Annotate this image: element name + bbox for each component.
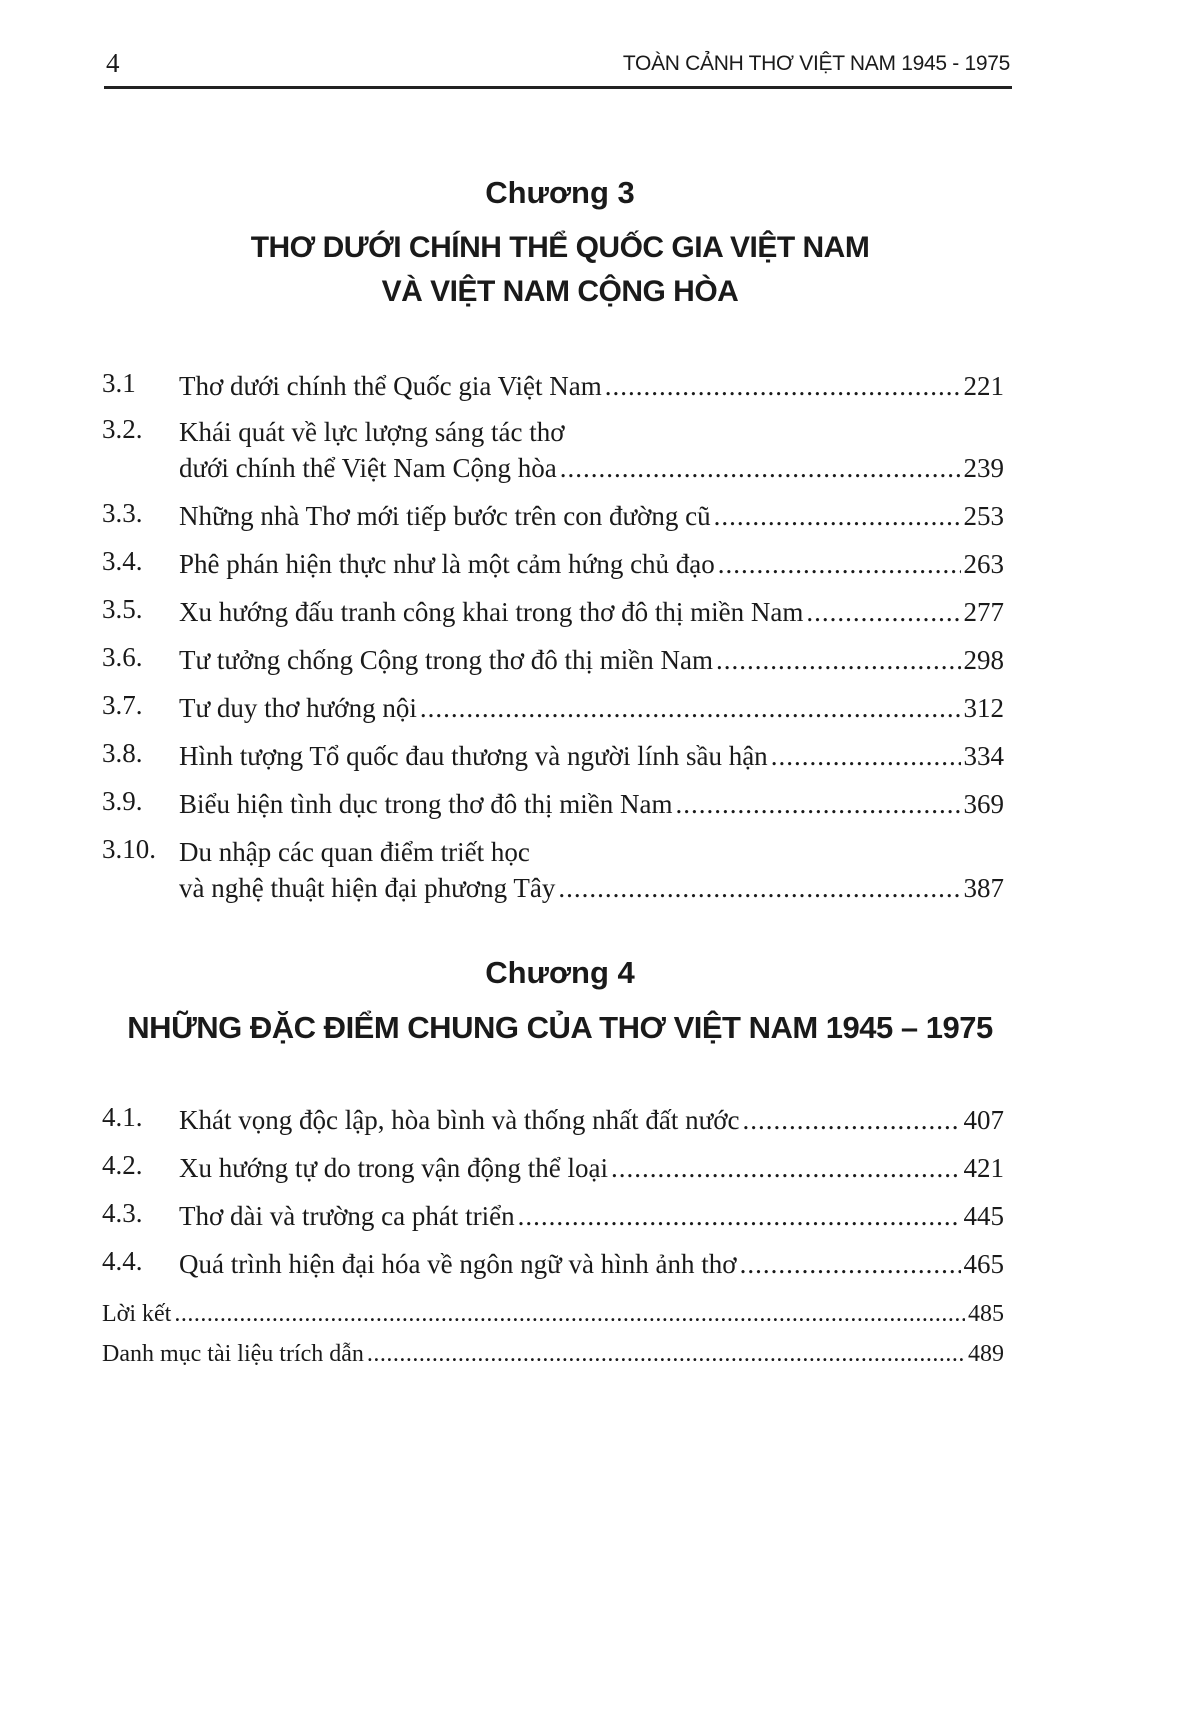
entry-title: Thơ dài và trường ca phát triển: [179, 1201, 515, 1231]
entry-title: Phê phán hiện thực như là một cảm hứng chủ đạo: [179, 549, 715, 579]
entry-number: 3.9.: [102, 786, 143, 816]
entry-title-line-1: Du nhập các quan điểm triết học: [179, 837, 530, 867]
entry-title: Lời kết: [102, 1301, 172, 1327]
toc-entry[interactable]: [102, 738, 1004, 786]
entry-number: 3.8.: [102, 738, 143, 768]
toc-entry[interactable]: [102, 1102, 1004, 1150]
entry-number: 3.2.: [102, 414, 143, 444]
entry-page: 263: [963, 549, 1004, 579]
running-header: [104, 44, 1012, 89]
entry-page: 465: [963, 1249, 1004, 1279]
entry-title: Tư tưởng chống Cộng trong thơ đô thị miền Nam: [179, 645, 714, 675]
entry-number: 3.5.: [102, 594, 143, 624]
entry-number: 3.10.: [102, 834, 156, 864]
page-number: 4: [106, 48, 120, 78]
entry-number: 4.3.: [102, 1198, 143, 1228]
entry-page: 239: [963, 453, 1004, 483]
entry-number: 3.1: [102, 368, 136, 398]
entry-title: Tư duy thơ hướng nội: [179, 693, 417, 723]
entry-page: 485: [968, 1301, 1004, 1327]
entry-page: 298: [963, 645, 1004, 675]
toc-entry[interactable]: [102, 834, 1004, 918]
toc-entry[interactable]: [102, 414, 1004, 498]
entry-page: 489: [968, 1341, 1004, 1367]
entry-title-line-1: Khái quát về lực lượng sáng tác thơ: [179, 417, 565, 447]
toc-entry[interactable]: [102, 1150, 1004, 1198]
toc-entry-back-matter[interactable]: [102, 1334, 1004, 1374]
entry-page: 277: [963, 597, 1004, 627]
toc-entry[interactable]: [102, 368, 1004, 414]
toc-entry-back-matter[interactable]: [102, 1294, 1004, 1334]
entry-title: Những nhà Thơ mới tiếp bước trên con đường cũ: [179, 501, 711, 531]
entry-title: Xu hướng tự do trong vận động thể loại: [179, 1153, 608, 1183]
toc-entry[interactable]: [102, 498, 1004, 546]
entry-title: Xu hướng đấu tranh công khai trong thơ đô thị miền Nam: [179, 597, 804, 627]
entry-number: 4.2.: [102, 1150, 143, 1180]
entry-page: 253: [963, 501, 1004, 531]
entry-title: Danh mục tài liệu trích dẫn: [102, 1341, 364, 1367]
toc-entry[interactable]: [102, 594, 1004, 642]
entry-page: 421: [963, 1153, 1004, 1183]
entry-page: 369: [963, 789, 1004, 819]
chapter-4-toc: [102, 1102, 1004, 1374]
toc-entry[interactable]: [102, 1198, 1004, 1246]
entry-number: 3.4.: [102, 546, 143, 576]
chapter-3-label: Chương 3: [485, 175, 635, 210]
toc-entry[interactable]: [102, 690, 1004, 738]
toc-entry[interactable]: [102, 786, 1004, 834]
entry-number: 3.6.: [102, 642, 143, 672]
toc-entry[interactable]: [102, 1246, 1004, 1294]
entry-title: Quá trình hiện đại hóa về ngôn ngữ và hình ảnh thơ: [179, 1249, 737, 1279]
chapter-3-title-line-1: THƠ DƯỚI CHÍNH THỂ QUỐC GIA VIỆT NAM: [250, 231, 870, 264]
chapter-3-toc: [102, 368, 1004, 918]
entry-title: Khát vọng độc lập, hòa bình và thống nhất đất nước: [179, 1105, 740, 1135]
entry-page: 312: [963, 693, 1004, 723]
entry-number: 3.7.: [102, 690, 143, 720]
toc-entry[interactable]: [102, 546, 1004, 594]
running-title: TOÀN CẢNH THƠ VIỆT NAM 1945 - 1975: [622, 52, 1010, 75]
entry-number: 4.1.: [102, 1102, 143, 1132]
entry-title: Hình tượng Tổ quốc đau thương và người lính sầu hận: [179, 741, 768, 771]
entry-title-line-2: và nghệ thuật hiện đại phương Tây: [179, 873, 556, 903]
chapter-3-title-line-2: VÀ VIỆT NAM CỘNG HÒA: [381, 275, 739, 308]
entry-title: Biểu hiện tình dục trong thơ đô thị miền Nam: [179, 789, 673, 819]
toc-entry[interactable]: [102, 642, 1004, 690]
entry-page: 334: [963, 741, 1004, 771]
entry-number: 3.3.: [102, 498, 143, 528]
entry-title: Thơ dưới chính thể Quốc gia Việt Nam: [179, 371, 602, 401]
entry-title-line-2: dưới chính thể Việt Nam Cộng hòa: [179, 453, 557, 483]
entry-page: 407: [963, 1105, 1004, 1135]
entry-page: 221: [963, 371, 1004, 401]
entry-page: 445: [963, 1201, 1004, 1231]
entry-page: 387: [963, 873, 1004, 903]
entry-number: 4.4.: [102, 1246, 143, 1276]
chapter-4-label: Chương 4: [485, 955, 635, 990]
chapter-4-title: NHỮNG ĐẶC ĐIỂM CHUNG CỦA THƠ VIỆT NAM 1945 – 1975: [127, 1010, 993, 1045]
